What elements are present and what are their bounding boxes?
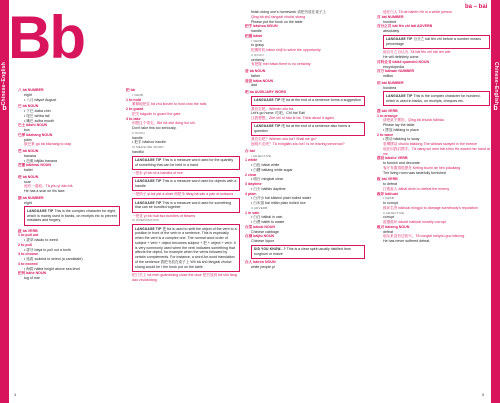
definition: handle: [132, 135, 143, 140]
example-compound: • 摆放 bǎifàng to place: [383, 127, 419, 132]
headword: 百万 bǎiwàn NUMBER: [377, 69, 415, 74]
dictionary-column-1: [18, 88, 120, 281]
definition: handle: [251, 29, 262, 33]
part-of-speech: I VERB: [251, 38, 263, 43]
example-phrase: 他明天走吧？Tā míngtiān zǒu ba? Is he leaving tomorrow?: [251, 142, 345, 146]
usage-note-text: This is a measure word used for objects with a handle: [135, 179, 237, 188]
example-phrase: 垂柳摆动 chuíliǔ bǎidòng The willows swayed in the breeze: [383, 142, 478, 146]
example-phrase: 他百分之百认为. Tā bǎi fēn zhī bǎi rèn wéi.: [383, 50, 452, 55]
headword: 败 bài VERB: [377, 177, 398, 182]
headword: 芭 bā NOUN: [18, 149, 39, 153]
definition: Chinese liquor: [251, 239, 274, 243]
part-of-speech: I VERB: [132, 92, 144, 97]
usage-note-text: 把 bǎ is used to shift the object of the verb to a position in front of the verb in a sentence. This is especially when the verb is a complex one. The normal word order of subject + verb + object becomes subject + 把 + object + verb. It is very commonly used when the verb indicates something that affects the object, for example when the verbs followed by certain complements. For instance, a word-for-word translation of the sentence 我把书放在桌子上 Wǒ bǎ shū fàngzài zhuōzi shang would be I the book put on the table.: [135, 226, 237, 269]
example-phrase: 我们走吧。Wǒmen zǒu ba.: [251, 106, 295, 111]
headword: 爸 bà NOUN: [245, 69, 266, 73]
headword: 芭蕾 bāléiwǔ NOUN: [18, 163, 51, 168]
example-compound: • 嘴巴 zuǐba mouth: [24, 118, 55, 123]
definition: The living room was tastefully furnished: [383, 170, 446, 175]
sense-number: 2 clear: [245, 172, 257, 177]
example-compound: • 白色 báisè white: [251, 163, 280, 167]
usage-note-title: LANGUAGE TIP: [386, 37, 413, 42]
sense-number: 3 to take: [126, 116, 141, 121]
example-phrase: 他从来没有过败兴。Tā cónglái méiyǒu guo bàixìng.: [383, 234, 466, 239]
headword: 败兴 bàixìng NOUN: [377, 224, 410, 229]
definition: ballet: [24, 168, 33, 172]
dictionary-column-3: [245, 10, 365, 270]
example-phrase: 一把米 yī bǎ mǐ a handful of rice: [132, 171, 183, 175]
example-phrase: 他在向我们摆手。Tā xiàng wǒ men bǎi shǒu He waved her hand at me: [383, 146, 490, 156]
definition: to corrupt: [383, 201, 399, 205]
headword: 把握 bǎwò: [245, 33, 263, 38]
definition: Please put the book on the table: [251, 19, 303, 24]
definition: eight: [24, 92, 32, 97]
example-compound: • 拔牙 báyá to pull out a tooth: [24, 247, 71, 252]
left-tab-letter: b: [2, 105, 7, 112]
usage-note-box: [132, 156, 240, 171]
example-phrase: 请把桌子摆好。Qǐng bǎ zhuōzi bǎihǎo.: [383, 118, 445, 123]
example-compound: • 把手 bǎshou handle: [132, 140, 167, 145]
example-phrase: 他有一道疤。Tā yǒu yī dào bā.: [24, 184, 74, 189]
headword: 把河 bǎhé NOUN: [18, 271, 47, 276]
definition: scar: [24, 179, 31, 184]
part-of-speech: I VERB: [383, 196, 395, 201]
headword: 白人 báirén NOUN: [245, 260, 276, 265]
right-page-number: 5: [482, 392, 485, 397]
usage-note-box: [251, 96, 365, 106]
dictionary-column-4: [377, 10, 490, 244]
usage-note-box: [132, 198, 240, 213]
example-phrase: 有把握 méi bǎwò there is no certainty: [251, 62, 311, 67]
example-phrase: 把握时机 bǎwò shíjī to seize the opportunity: [251, 48, 321, 52]
definition: He will definitely come: [383, 55, 419, 59]
headword: 爸爸 bàba NOUN: [245, 78, 274, 83]
example-compound: • 白糖 báitáng white sugar: [251, 167, 293, 172]
sense-number: 1 to pull out: [18, 233, 39, 238]
usage-note-text: 吧 ba at the end of a sentence forms a suggestion: [281, 98, 361, 103]
sense-number: 1 in vain: [245, 210, 260, 215]
sense-number: 1 to arrange: [377, 113, 398, 118]
right-tab-letter: b: [493, 105, 498, 112]
usage-note-box: [24, 206, 120, 225]
usage-note-title: LANGUAGE TIP: [254, 124, 281, 129]
headword: 佰 bǎi NUMBER: [377, 80, 404, 85]
headword: 百 bǎi NUMBER: [377, 14, 404, 19]
definition: to defeat: [383, 182, 397, 186]
usage-note-box: [383, 91, 490, 106]
headword: 白 bái: [245, 148, 255, 153]
example-phrase: 鼓巴掌 gǔ bā bāzhang to clap: [24, 142, 72, 147]
usage-note-title: DID YOU KNOW...?: [254, 247, 286, 252]
definition: encyclopedia: [383, 64, 404, 69]
headword: 把手 bǎshou NOUN: [245, 24, 278, 29]
usage-note-text: This is the complex character for hundred, which is used in banks, on receipts, cheques etc.: [386, 93, 481, 103]
example-phrase: 把门关上 bǎ mén guānshàng close the door 把书放到 bǎ shū fàng dào zhuōshang: [132, 272, 237, 282]
example-compound: • 白开水 bái kāishuǐ plain boiled water: [251, 196, 311, 201]
definition: Chinese cabbage: [251, 229, 279, 234]
part-of-speech: II ADVERB: [251, 205, 268, 210]
headword: 疤 bā NOUN: [18, 174, 39, 179]
usage-note-title: LANGUAGE TIP: [386, 93, 413, 98]
definition: dad: [251, 83, 257, 88]
definition: hundred: [383, 19, 397, 24]
usage-note-box: [132, 177, 240, 192]
sense-number: 1 to hold: [126, 97, 141, 102]
example-compound: • 选拔 xuǎnbá to select (a candidate): [24, 257, 83, 261]
headword: 百分之百 bǎi fēn zhī bǎi ADVERB: [377, 24, 433, 29]
definition: banana: [24, 153, 36, 158]
headword: 百科全书 bǎikē quánshū NOUN: [377, 59, 430, 64]
definition: eight: [24, 200, 32, 205]
definition: certainty: [251, 57, 265, 62]
headword: 白菜 báicài NOUN: [245, 224, 275, 229]
headword: 摆设 bǎishe VERB: [377, 156, 408, 161]
example-phrase: 让我想想。Zhè shì nǐ hǎo le ba. Think about it again: [251, 116, 334, 120]
usage-note-title: LANGUAGE TIP: [135, 200, 162, 205]
definition: tug of war: [24, 276, 40, 280]
dictionary-column-2: [126, 88, 240, 282]
usage-note-text: This is the complex character for eight, which is mainly used in banks, on receipts etc to prevent mistakes and forgery.: [27, 208, 117, 223]
headword: 摆 bǎi VERB: [377, 108, 398, 113]
headword: 巴士 bāshì NOUN: [18, 123, 48, 128]
definition: defeat: [383, 229, 393, 234]
example-phrase: Qǐng bǎ shū fàngzài zhuōzi shang: [251, 14, 306, 19]
left-tab-label: Chinese–English: [1, 62, 7, 106]
usage-note-title: LANGUAGE TIP: [135, 226, 162, 231]
usage-note-text: 吧 ba at the end of a sentence also forms a question: [254, 124, 351, 133]
definition: He has a scar on his face.: [24, 189, 66, 193]
usage-note-text: This is a measure word used for something that can be bundled together: [135, 200, 232, 210]
running-header: ba – bai: [465, 4, 488, 10]
headword: 把 bǎ: [126, 88, 135, 92]
definition: Let's go home. 吃吧。Chī ba! Eat!: [251, 111, 306, 116]
definition: hundred: [383, 85, 397, 90]
definition: corrupt: [383, 215, 395, 220]
example-compound: • 明白 míngbai clear: [251, 177, 284, 182]
example-compound: • 下巴 xiàba chin: [24, 109, 51, 113]
sense-number: 2 to pull: [18, 242, 32, 247]
definition: bus: [24, 128, 30, 132]
usage-note-box: [132, 224, 240, 272]
example-phrase: 客厅布置得很漂亮 Kètīng bùzhì de hěn piàoliang: [383, 165, 461, 170]
headword: 白酒 báijiǔ NOUN: [245, 234, 275, 239]
definition: He has never suffered defeat.: [383, 239, 431, 243]
part-of-speech: II NOUN: [132, 130, 145, 135]
definition: Don't take this too seriously.: [132, 126, 177, 130]
left-page-number: 4: [14, 392, 17, 397]
part-of-speech: I ADJECTIVE: [251, 153, 272, 158]
example-compound: • 芭蕉 bājiāo banana: [24, 158, 58, 163]
example-compound: • 海拔 hǎibá height above sea level: [24, 266, 80, 271]
example-phrase: 把关 bǎguān to guard the gate: [132, 111, 181, 116]
example-compound: • 白白 báibái in vain: [251, 215, 283, 220]
definition: Please lay the table: [383, 123, 415, 127]
example-phrase: 道德败坏 dàodé bàihuài morally corrupt: [383, 220, 446, 224]
example-phrase: 紧紧地把住 bǎ zhù liúnzhǐ to hold onto the rails: [132, 102, 207, 107]
definition: million: [383, 74, 394, 78]
headword: 巴掌 bāzhang NOUN: [18, 132, 53, 137]
usage-note-text: This is a clear spirit usually distilled from sorghum or maize: [254, 247, 351, 256]
example-phrase: 一把椅子 yì bǎ yǐzi a chair 两把伞 liǎng bǎ sǎn a pair of scissors: [132, 192, 234, 197]
example-compound: • 摆动 bǎidòng to sway: [383, 137, 420, 142]
headword: 八 bā NUMBER: [18, 88, 44, 92]
example-compound: • 拔草 bácǎo to weed: [24, 238, 58, 242]
usage-note-box: [383, 35, 490, 50]
example-compound: • 白米饭 bái mǐfàn plain boiled rice: [251, 201, 306, 205]
part-of-speech: II NOUN: [251, 52, 264, 57]
usage-note-title: LANGUAGE TIP: [27, 208, 54, 213]
sense-number: 2 to guard: [126, 107, 144, 111]
headword: 捌 bā NUMBER: [18, 195, 44, 200]
headword: 巴 bā NOUN: [18, 104, 39, 109]
usage-note-title: LANGUAGE TIP: [254, 98, 281, 103]
example-phrase: 一把花 yì bǎ huā two bundles of flowers: [132, 213, 196, 218]
example-compound: • 白天 báitiān daytime: [251, 186, 286, 191]
example-phrase: 我们走吧？Wǒmen zǒu ba? Shall we go?: [251, 137, 317, 142]
usage-note-box: [251, 245, 365, 260]
part-of-speech: IV PREPOSITION: [132, 218, 159, 223]
headword: 拔 bá VERB: [18, 228, 38, 233]
right-thumb-tab: [491, 0, 500, 403]
example-phrase: 他在白人 Tā de báirén He is a white person: [383, 10, 453, 14]
section-letter: Bb: [8, 4, 84, 71]
definition: finish doing one's homework 请把书放在桌子上: [251, 10, 326, 14]
definition: handful: [132, 149, 144, 154]
sense-number: 1 white: [245, 158, 258, 163]
usage-note-title: LANGUAGE TIP: [135, 179, 162, 184]
headword: 吧 ba AUXILIARY WORD: [245, 90, 287, 94]
definition: absolutely: [383, 29, 400, 33]
example-compound: • 尾巴 wěiba tail: [24, 113, 50, 118]
right-tab-label: Chinese–English: [493, 62, 499, 106]
usage-note-text: 百分之 bǎi fēn zhī before a number means percentage: [386, 37, 482, 46]
example-phrase: 别把这个带走。Bié bǎ zhè dōng huí shí.: [132, 121, 196, 126]
definition: palm: [24, 137, 32, 142]
sense-number: 4 plain: [245, 191, 257, 196]
sense-number: 2 to wave: [377, 132, 394, 137]
definition: white people pl: [251, 265, 275, 269]
example-compound: • 白费 báifèi to waste: [251, 220, 285, 224]
example-compound: • 八月 bāyuè August: [24, 97, 57, 102]
sense-number: 3 daytime: [245, 182, 262, 186]
sense-number: 4 to exceed: [18, 261, 38, 266]
usage-note-title: LANGUAGE TIP: [135, 158, 162, 162]
definition: father: [251, 73, 261, 78]
usage-note-text: This is a measure word used for the quantity of something that can be held in a hand: [135, 158, 234, 167]
definition: to furnish and decorate: [383, 161, 420, 165]
headword: 败坏 bàihuài: [377, 191, 398, 196]
example-phrase: 打败敌人 dǎbài dírén to defeat the enemy: [383, 186, 450, 191]
definition: to grasp: [251, 43, 264, 48]
part-of-speech: II ADJECTIVE: [383, 210, 405, 215]
example-phrase: 败坏名誉 bàihuài míngyù to damage somebody's reputation: [383, 205, 478, 210]
usage-note-box: [251, 122, 365, 137]
part-of-speech: III MEASURE WORD: [132, 145, 164, 149]
sense-number: 3 to choose: [18, 252, 38, 257]
